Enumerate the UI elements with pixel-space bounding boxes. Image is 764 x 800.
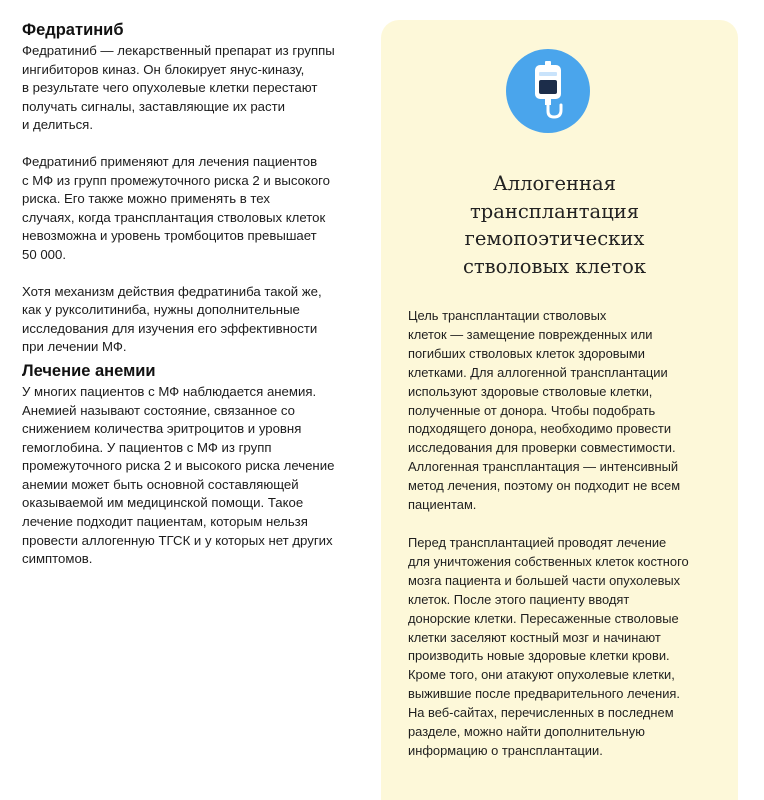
- iv-bag-icon: [506, 49, 590, 133]
- fedratinib-heading: Федратиниб: [22, 21, 124, 39]
- text-line: исследования для проверки совместимости.: [408, 440, 676, 456]
- text-line: и делиться.: [22, 117, 93, 133]
- card-paragraph-2: [408, 534, 728, 761]
- text-line: клетками. Для аллогенной трансплантации: [408, 364, 668, 380]
- text-line: ингибиторов киназ. Он блокирует янус-киназу,: [22, 61, 305, 77]
- text-line: симптомов.: [22, 551, 93, 567]
- text-line: используют здоровые стволовые клетки,: [408, 383, 653, 399]
- text-line: Аллогенная трансплантация — интенсивный: [408, 459, 679, 475]
- card-title: [381, 170, 728, 280]
- text-line: полученные от донора. Чтобы подобрать: [408, 402, 656, 418]
- text-line: Федратиниб — лекарственный препарат из группы: [22, 43, 335, 58]
- text-line: гемоглобина. У пациентов с МФ из групп: [22, 439, 272, 455]
- text-line: 50 000.: [22, 246, 66, 262]
- text-line: мозга пациента и большей части опухолевых: [408, 572, 681, 588]
- text-line: Перед трансплантацией проводят лечение: [408, 534, 667, 550]
- text-line: риска. Его также можно применять в тех: [22, 191, 270, 207]
- title-line: Аллогенная: [493, 172, 616, 195]
- text-line: лечение подходит пациентам, которым нельзя: [22, 514, 308, 530]
- text-line: невозможна и уровень тромбоцитов превышает: [22, 228, 317, 244]
- title-line: трансплантация: [469, 199, 640, 223]
- text-line: Цель трансплантации стволовых: [408, 308, 607, 323]
- text-line: оказываемой им медицинской помощи. Такое: [22, 495, 304, 511]
- transplant-info-card: [381, 20, 738, 800]
- text-line: с МФ из групп промежуточного риска 2 и высокого: [22, 172, 331, 188]
- card-paragraph-1: [408, 307, 728, 515]
- text-line: как у руксолитиниба, нужны дополнительные: [22, 302, 300, 318]
- text-line: Кроме того, они атакуют опухолевые клетки,: [408, 667, 675, 683]
- fedratinib-paragraph-2: [22, 153, 367, 265]
- text-line: разделе, можно найти дополнительную: [408, 724, 645, 740]
- text-line: пациентам.: [408, 497, 477, 513]
- anemia-paragraph: [22, 383, 367, 569]
- text-line: при лечении МФ.: [22, 339, 127, 355]
- text-line: в результате чего опухолевые клетки перестают: [22, 80, 318, 96]
- text-line: На веб-сайтах, перечисленных в последнем: [408, 705, 674, 721]
- fedratinib-paragraph-1: [22, 42, 367, 135]
- text-line: информацию о трансплантации.: [408, 742, 603, 758]
- text-line: донорские клетки. Пересаженные стволовые: [408, 610, 679, 626]
- fedratinib-paragraph-3: [22, 283, 367, 357]
- text-line: Хотя механизм действия федратиниба такой же,: [22, 283, 322, 299]
- title-line: стволовых клеток: [462, 254, 647, 278]
- title-line: гемопоэтических: [464, 227, 645, 250]
- text-line: выжившие после предварительного лечения.: [408, 686, 680, 702]
- text-line: анемии может быть основной составляющей: [22, 476, 299, 492]
- text-line: получать сигналы, заставляющие их расти: [22, 98, 285, 114]
- text-line: снижением количества эритроцитов и уровня: [22, 421, 302, 437]
- text-line: подходящего донора, необходимо провести: [408, 421, 672, 437]
- anemia-heading: Лечение анемии: [22, 361, 156, 380]
- text-line: клеток — замещение поврежденных или: [408, 326, 653, 342]
- text-line: для уничтожения собственных клеток костного: [408, 553, 689, 569]
- text-line: клетки заселяют костный мозг и начинают: [408, 629, 661, 645]
- left-column: [22, 20, 367, 569]
- text-line: метод лечения, поэтому он подходит не всем: [408, 478, 681, 494]
- text-line: У многих пациентов с МФ наблюдается анемия.: [22, 383, 317, 399]
- text-line: провести аллогенную ТГСК и у которых нет других: [22, 532, 333, 548]
- text-line: исследования для изучения его эффективности: [22, 320, 318, 336]
- card-body: [408, 307, 728, 761]
- text-line: Федратиниб применяют для лечения пациентов: [22, 153, 318, 169]
- text-line: производить новые здоровые клетки крови.: [408, 648, 670, 664]
- text-line: Анемией называют состояние, связанное со: [22, 402, 295, 418]
- text-line: промежуточного риска 2 и высокого риска лечение: [22, 458, 335, 474]
- text-line: клеток. После этого пациенту вводят: [408, 591, 630, 607]
- text-line: случаях, когда трансплантация стволовых клеток: [22, 209, 326, 225]
- text-line: погибших стволовых клеток здоровыми: [408, 345, 645, 361]
